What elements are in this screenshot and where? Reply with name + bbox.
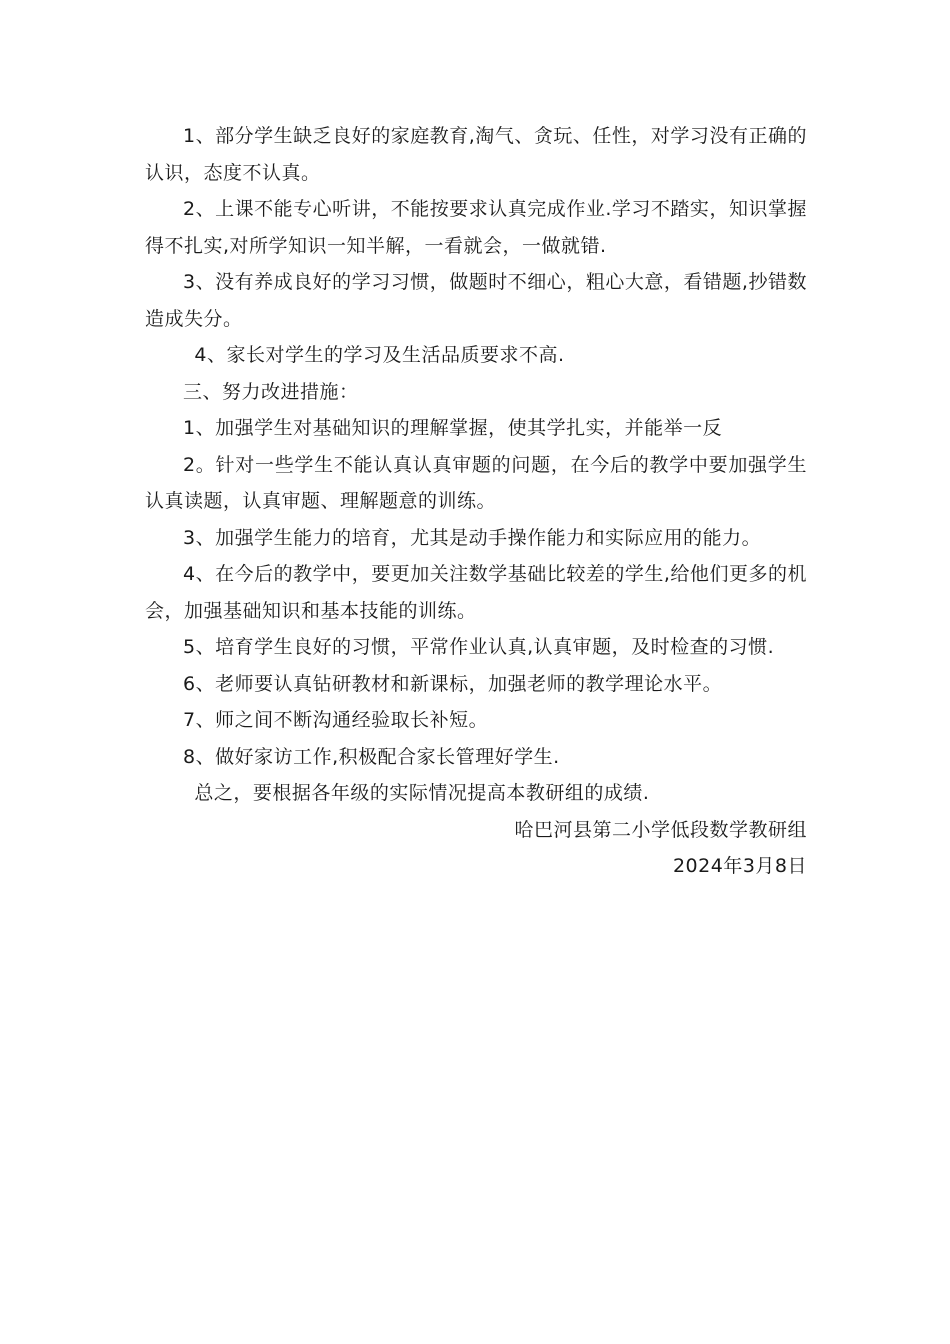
paragraph-problem-4: 4、家长对学生的学习及生活品质要求不高.: [194, 344, 565, 366]
signature-organization: 哈巴河县第二小学低段数学教研组: [514, 818, 807, 841]
paragraph-measure-3: 3、加强学生能力的培育，尤其是动手操作能力和实际应用的能力。: [183, 526, 762, 549]
paragraph-measure-4: 4、在今后的教学中，要更加关注数学基础比较差的学生,给他们更多的机会，加强基础知识和基本技能的训练。: [145, 563, 807, 622]
signature-date: 2024年3月8日: [672, 855, 807, 877]
paragraph-problem-3: 3、没有养成良好的学习习惯，做题时不细心，粗心大意，看错题,抄错数造成失分。: [145, 271, 807, 330]
paragraph-problem-1: 1、部分学生缺乏良好的家庭教育,淘气、贪玩、任性，对学习没有正确的认识，态度不认真。: [145, 125, 807, 184]
paragraph-problem-2: 2、上课不能专心听讲，不能按要求认真完成作业.学习不踏实，知识掌握得不扎实,对所学知识一知半解，一看就会，一做就错.: [145, 198, 807, 257]
paragraph-measure-6: 6、老师要认真钻研教材和新课标，加强老师的教学理论水平。: [183, 672, 723, 695]
paragraph-measure-7: 7、师之间不断沟通经验取长补短。: [183, 709, 489, 731]
paragraph-measure-5: 5、培育学生良好的习惯，平常作业认真,认真审题，及时检查的习惯.: [183, 636, 775, 658]
paragraph-conclusion: 总之，要根据各年级的实际情况提高本教研组的成绩.: [194, 782, 650, 804]
paragraph-measure-2: 2。针对一些学生不能认真认真审题的问题，在今后的教学中要加强学生认真读题，认真审题、理解题意的训练。: [145, 453, 807, 512]
section-heading-improvement: 三、努力改进措施：: [183, 380, 359, 403]
paragraph-measure-8: 8、做好家访工作,积极配合家长管理好学生.: [183, 745, 560, 768]
document-body: [145, 118, 807, 885]
paragraph-measure-1: 1、加强学生对基础知识的理解掌握，使其学扎实，并能举一反: [183, 417, 723, 439]
